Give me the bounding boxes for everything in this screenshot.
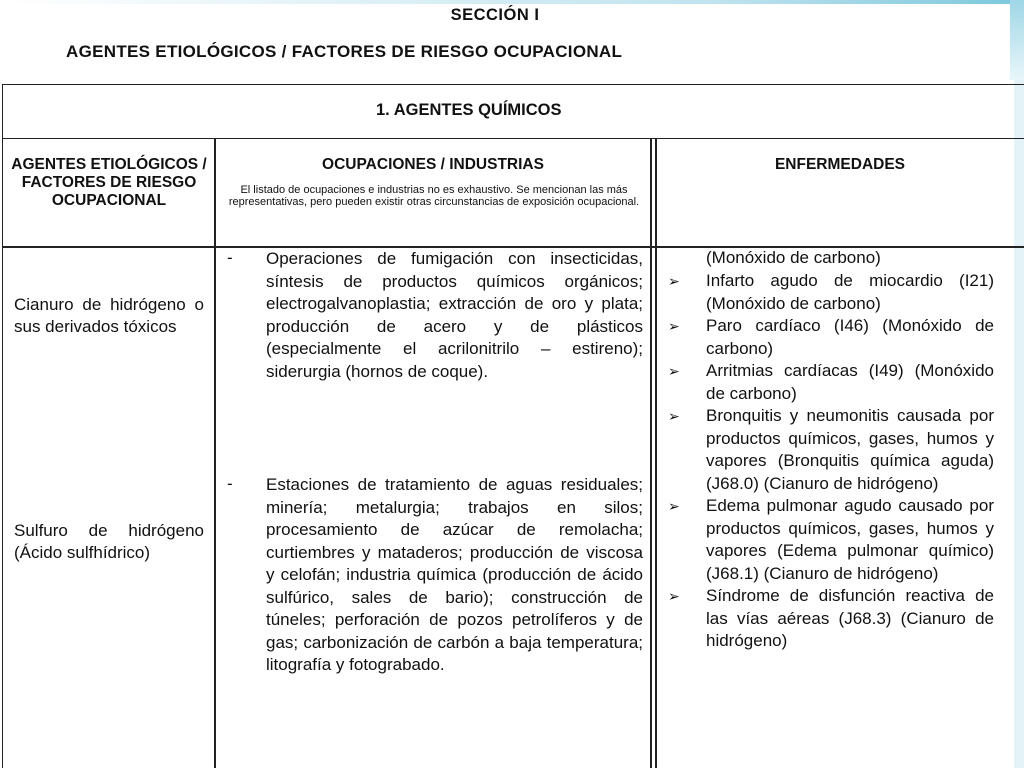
- disease-text: Arritmias cardíacas (I49) (Monóxido de carbono): [706, 361, 994, 403]
- page-subtitle: AGENTES ETIOLÓGICOS / FACTORES DE RIESGO OCUPACIONAL: [66, 42, 623, 61]
- column-divider: [655, 139, 657, 768]
- disease-item: [666, 585, 994, 653]
- category-title: 1. AGENTES QUÍMICOS: [376, 101, 562, 119]
- disease-item: [666, 405, 994, 495]
- column-header-diseases: ENFERMEDADES: [774, 156, 906, 173]
- disease-item: [666, 315, 994, 360]
- arrow-bullet-icon: ➢: [668, 273, 680, 289]
- disease-text: Síndrome de disfunción reactiva de las vías aéreas (J68.3) (Cianuro de hidrógeno): [706, 586, 994, 650]
- disease-list: [666, 270, 994, 653]
- agent-cell: Cianuro de hidrógeno o sus derivados tóxicos: [14, 295, 204, 336]
- occupations-note: El listado de ocupaciones e industrias no es exhaustivo. Se mencionan las más representativas, pero pueden existir otras circunstancias de exposición ocupacional.: [228, 184, 640, 208]
- disease-item: [666, 495, 994, 585]
- disease-text: Infarto agudo de miocardio (I21) (Monóxido de carbono): [706, 271, 994, 313]
- agent-cell: Sulfuro de hidrógeno (Ácido sulfhídrico): [14, 521, 204, 562]
- column-header-occupations: OCUPACIONES / INDUSTRIAS: [322, 156, 544, 173]
- disease-item: [666, 360, 994, 405]
- arrow-bullet-icon: ➢: [668, 408, 680, 424]
- disease-item: [666, 270, 994, 315]
- top-accent-line: [0, 0, 1024, 4]
- disease-text: Bronquitis y neumonitis causada por productos químicos, gases, humos y vapores (Bronquitis química aguda) (J68.0) (Cianuro de hidrógeno): [706, 406, 994, 493]
- occupation-cell: Estaciones de tratamiento de aguas residuales; minería; metalurgia; trabajos en silos; procesamiento de azúcar de remolacha; curtiembres y mataderos; producción de viscosa y celofán; industria química (producción de ácido sulfúrico, sales de bario); construcción de túneles; perforación de pozos petrolíferos y de gas; carbonización de carbón a baja temperatura; litografía y fotograbado.: [266, 475, 643, 674]
- occupation-marker: -: [227, 248, 233, 267]
- column-divider: [650, 139, 652, 768]
- disease-continuation: (Monóxido de carbono): [706, 248, 881, 267]
- arrow-bullet-icon: ➢: [668, 588, 680, 604]
- section-heading: SECCIÓN I: [450, 6, 540, 24]
- arrow-bullet-icon: ➢: [668, 363, 680, 379]
- column-divider: [214, 139, 216, 768]
- arrow-bullet-icon: ➢: [668, 498, 680, 514]
- disease-text: Paro cardíaco (I46) (Monóxido de carbono): [706, 316, 994, 358]
- arrow-bullet-icon: ➢: [668, 318, 680, 334]
- slide-corner-decoration: [1010, 0, 1024, 80]
- column-header-agents: AGENTES ETIOLÓGICOS / FACTORES DE RIESGO OCUPACIONAL: [11, 156, 207, 209]
- occupation-marker: -: [227, 474, 233, 493]
- disease-text: Edema pulmonar agudo causado por productos químicos, gases, humos y vapores (Edema pulmonar químico) (J68.1) (Cianuro de hidrógeno): [706, 496, 994, 583]
- occupation-cell: Operaciones de fumigación con insecticidas, síntesis de productos químicos orgánicos; electrogalvanoplastia; extracción de oro y plata; producción de acero y de plásticos (especialmente el acrilonitrilo – estireno); siderurgia (hornos de coque).: [266, 249, 643, 381]
